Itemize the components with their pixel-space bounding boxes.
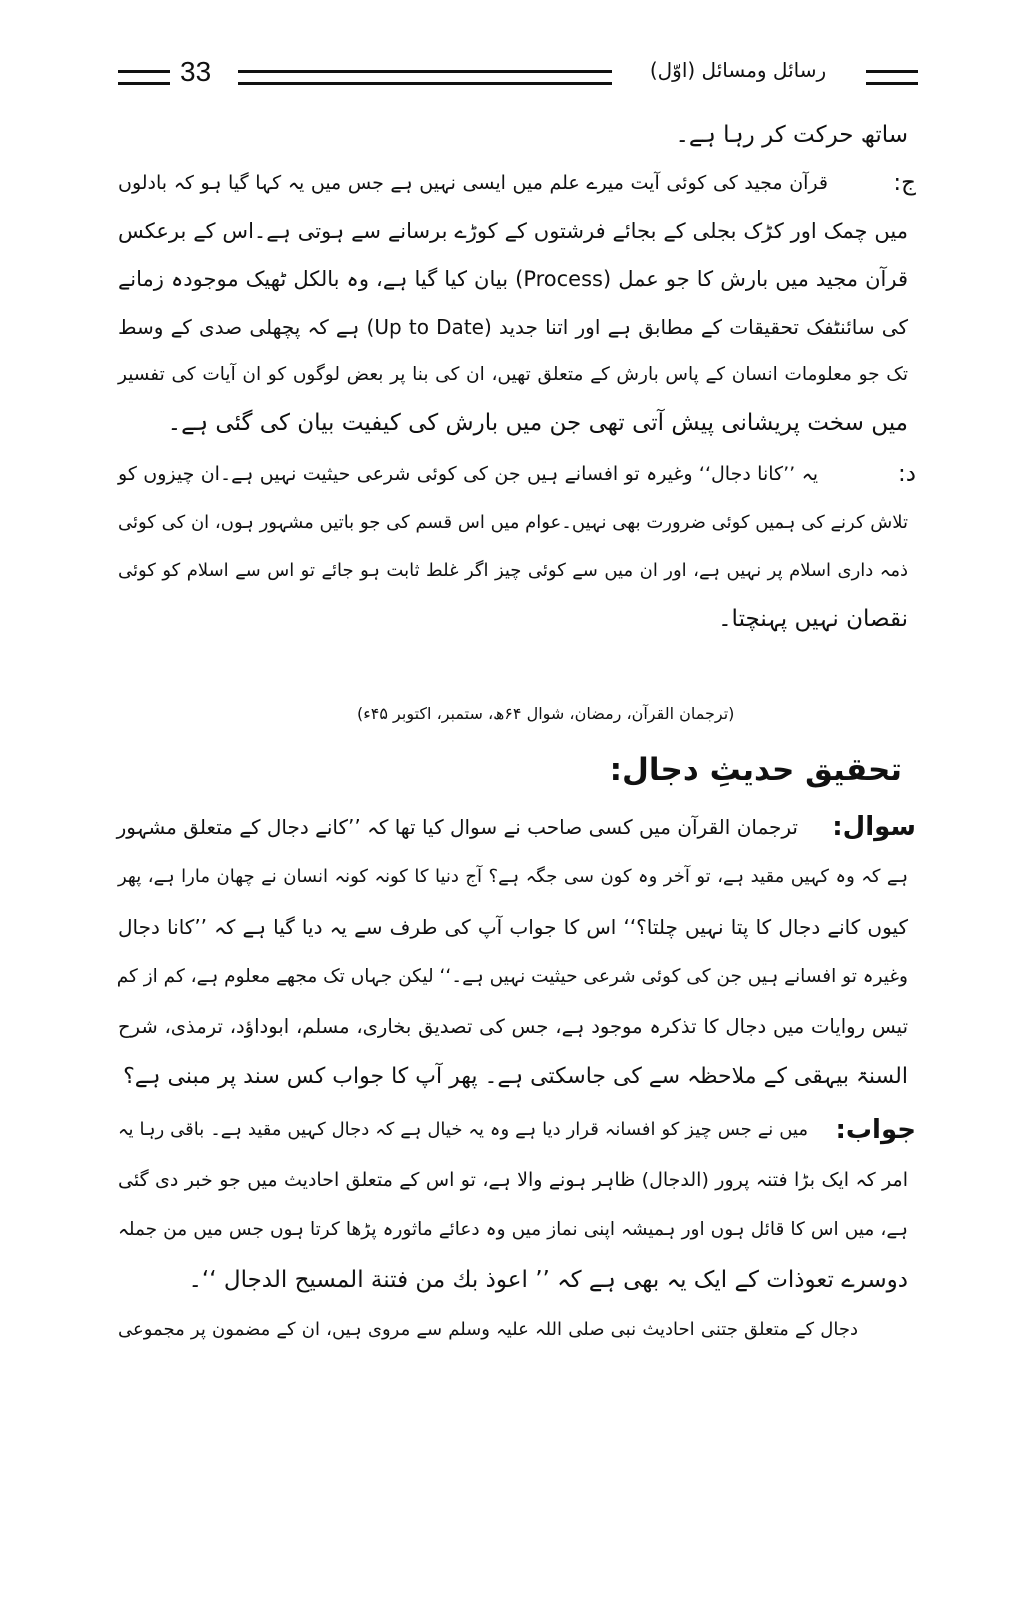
para-jeem-line-6: میں سخت پریشانی پیش آتی تھی جن میں بارش کی کیفیت بیان کی گئی ہے۔: [167, 410, 908, 436]
answer-line-3: ہے، میں اس کا قائل ہوں اور ہمیشہ اپنی نماز میں وہ دعائے ماثورہ پڑھا کرتا ہوں جس میں من جملہ: [118, 1219, 908, 1240]
para-daal-line-4: نقصان نہیں پہنچتا۔: [718, 606, 908, 632]
para-daal-line-2: تلاش کرنے کی ہمیں کوئی ضرورت بھی نہیں۔عوام میں اس قسم کی جو باتیں مشہور ہوں، ان کی کوئی: [118, 512, 908, 533]
question-line-4: وغیرہ تو افسانے ہیں جن کی کوئی شرعی حیثیت نہیں ہے۔‘‘ لیکن جہاں تک مجھے معلوم ہے، کم از کم: [116, 966, 908, 987]
answer-label: جواب:: [835, 1115, 916, 1145]
para-jeem-line-1: قرآن مجید کی کوئی آیت میرے علم میں ایسی نہیں ہے جس میں یہ کہا گیا ہو کہ بادلوں: [118, 172, 828, 194]
header-rule-middle: [238, 70, 612, 85]
opening-line: ساتھ حرکت کر رہا ہے۔: [675, 122, 908, 148]
question-line-6: السنۃ بیہقی کے ملاحظہ سے کی جاسکتی ہے۔ پھر آپ کا جواب کس سند پر مبنی ہے؟: [123, 1064, 908, 1089]
header-rule-right: [866, 70, 918, 85]
para-jeem-line-4: کی سائنٹفک تحقیقات کے مطابق ہے اور اتنا جدید (Up to Date) ہے کہ پچھلی صدی کے وسط: [118, 315, 909, 339]
para-daal-line-3: ذمہ داری اسلام پر نہیں ہے، اور ان میں سے کوئی چیز اگر غلط ثابت ہو جائے تو اس سے اسلام کو کوئی: [118, 560, 908, 581]
answer-line-5: دجال کے متعلق جتنی احادیث نبی صلی اللہ علیہ وسلم سے مروی ہیں، ان کے مضمون پر مجموعی: [118, 1319, 858, 1340]
para-jeem-line-5: تک جو معلومات انسان کے پاس بارش کے متعلق تھیں، ان کی بنا پر بعض لوگوں کو ان آیات کی تفسیر: [118, 364, 908, 385]
answer-line-1: میں نے جس چیز کو افسانہ قرار دیا ہے وہ یہ خیال ہے کہ دجال کہیں مقید ہے۔ باقی رہا یہ: [118, 1119, 808, 1140]
question-label: سوال:: [832, 812, 916, 842]
para-label-jeem: ج:: [893, 170, 916, 196]
para-jeem-line-2: میں چمک اور کڑک بجلی کے بجائے فرشتوں کے کوڑے برسانے سے ہوتی ہے۔اس کے برعکس: [118, 219, 908, 243]
para-label-daal: د:: [898, 461, 916, 487]
source-citation: (ترجمان القرآن، رمضان، شوال ۶۴ھ، ستمبر، اکتوبر ۴۵ء): [357, 704, 735, 723]
question-line-5: تیس روایات میں دجال کا تذکرہ موجود ہے، جس کی تصدیق بخاری، مسلم، ابوداؤد، ترمذی، شرح: [118, 1015, 908, 1038]
running-title: رسائل ومسائل (اوّل): [649, 58, 827, 82]
running-header: [118, 56, 918, 96]
page-number: 33: [180, 56, 212, 87]
question-line-1: ترجمان القرآن میں کسی صاحب نے سوال کیا تھا کہ ’’کانے دجال کے متعلق مشہور: [116, 815, 798, 839]
answer-line-4: دوسرے تعوذات کے ایک یہ بھی ہے کہ ’’ اعوذ بك من فتنة المسيح الدجال ‘‘۔: [188, 1267, 908, 1293]
question-line-2: ہے کہ وہ کہیں مقید ہے، تو آخر وہ کون سی جگہ ہے؟ آج دنیا کا کونہ کونہ انسان نے چھان مارا ہے، پھر: [118, 866, 908, 887]
question-line-3: کیوں کانے دجال کا پتا نہیں چلتا؟‘‘ اس کا جواب آپ کی طرف سے یہ دیا گیا ہے کہ ’’کانا دجال: [118, 915, 908, 939]
answer-line-2: امر کہ ایک بڑا فتنہ پرور (الدجال) ظاہر ہونے والا ہے، تو اس کے متعلق احادیث میں جو خبر دی گئی: [118, 1169, 908, 1191]
header-rule-left: [118, 70, 170, 85]
para-jeem-line-3: قرآن مجید میں بارش کا جو عمل (Process) بیان کیا گیا ہے، وہ بالکل ٹھیک موجودہ زمانے: [118, 267, 908, 291]
section-heading: تحقیق حدیثِ دجال:: [609, 752, 902, 788]
para-daal-line-1: یہ ’’کانا دجال‘‘ وغیرہ تو افسانے ہیں جن کی کوئی شرعی حیثیت نہیں ہے۔ان چیزوں کو: [118, 463, 818, 485]
